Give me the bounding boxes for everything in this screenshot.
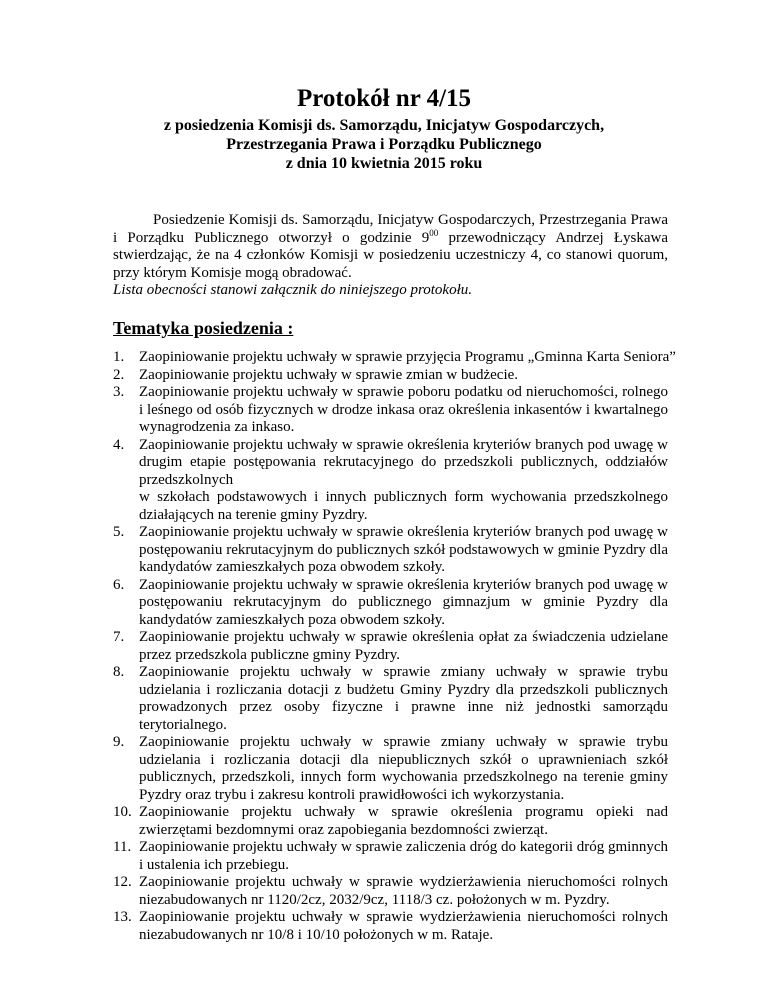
agenda-item-text: Zaopiniowanie projektu uchwały w sprawie zaliczenia dróg do kategorii dróg gminnych i ustalenia ich przebiegu. bbox=[139, 839, 668, 873]
agenda-item bbox=[113, 629, 668, 664]
document-title: Protokół nr 4/15 bbox=[296, 85, 472, 112]
agenda-item bbox=[113, 367, 668, 385]
agenda-heading: Tematyka posiedzenia : bbox=[113, 318, 294, 338]
agenda-item-text: Zaopiniowanie projektu uchwały w sprawie wydzierżawienia nieruchomości rolnych niezabudowanych nr 1120/2cz, 2032/9cz, 1118/3 cz. położonych w m. Pyzdry. bbox=[139, 874, 668, 908]
agenda-item-text: Zaopiniowanie projektu uchwały w sprawie zmiany uchwały w sprawie trybu udzielania i rozliczania dotacji dla niepublicznych szkół o uprawnieniach szkół publicznych, przedszkoli, innych form wychowania przedszkolnego na terenie gminy Pyzdry oraz trybu i zakresu kontroli prawidłowości ich wykorzystania. bbox=[139, 734, 668, 803]
agenda-item-text: Zaopiniowanie projektu uchwały w sprawie poboru podatku od nieruchomości, rolnego i leśnego od osób fizycznych w drodze inkasa oraz określenia inkasentów i kwartalnego wynagrodzenia za inkaso. bbox=[139, 384, 668, 435]
agenda-item-text: Zaopiniowanie projektu uchwały w sprawie określenia kryteriów branych pod uwagę w postępowaniu rekrutacyjnym do publicznego gimnazjum w gminie Pyzdry dla kandydatów zamieszkałych poza obwodem szkoły. bbox=[139, 576, 668, 628]
agenda-item bbox=[113, 577, 668, 630]
agenda-item bbox=[113, 524, 668, 577]
agenda-item-number: 13. bbox=[113, 909, 132, 925]
agenda-item bbox=[113, 804, 668, 839]
agenda-item-text: Zaopiniowanie projektu uchwały w sprawie określenia programu opieki nad zwierzętami bezdomnymi oraz zapobiegania bezdomności zwierząt. bbox=[139, 804, 668, 838]
intro-paragraph bbox=[113, 212, 668, 282]
agenda-item-text: Zaopiniowanie projektu uchwały w sprawie określenia kryteriów branych pod uwagę w postępowaniu rekrutacyjnym do publicznych szkół podstawowych w gminie Pyzdry dla kandydatów zamieszkałych poza obwodem szkoły. bbox=[139, 524, 668, 575]
agenda-item-text: Zaopiniowanie projektu uchwały w sprawie określenia kryteriów branych pod uwagę w drugim etapie postępowania rekrutacyjnego do przedszkoli publicznych, oddziałów przedszkolnych bbox=[139, 436, 668, 488]
agenda-item-number: 3. bbox=[113, 384, 125, 400]
intro-text-end: przewodniczący Andrzej Łyskawa stwierdzając, że na 4 członków Komisji w posiedzeniu uczestniczy 4, co stanowi quorum, przy którym Komisje mogą obradować. bbox=[113, 229, 668, 281]
agenda-list bbox=[113, 349, 676, 944]
agenda-item-number: 11. bbox=[113, 839, 132, 855]
agenda-item bbox=[113, 384, 668, 437]
agenda-item-number: 10. bbox=[113, 804, 132, 820]
agenda-item bbox=[113, 734, 668, 804]
agenda-item-text: Zaopiniowanie projektu uchwały w sprawie wydzierżawienia nieruchomości rolnych niezabudowanych nr 10/8 i 10/10 położonych w m. Rataje. bbox=[139, 909, 668, 943]
agenda-item bbox=[113, 909, 668, 944]
attendance-note: Lista obecności stanowi załącznik do niniejszego protokołu. bbox=[113, 282, 473, 298]
subtitle-line-1: z posiedzenia Komisji ds. Samorządu, Inicjatyw Gospodarczych, bbox=[163, 117, 605, 134]
agenda-item-number: 8. bbox=[113, 664, 125, 680]
intro-text-start: Posiedzenie Komisji ds. Samorządu, Inicjatyw Gospodarczych, Przestrzegania Prawa i Porządku Publicznego otworzył o godzinie 9 bbox=[113, 212, 668, 246]
agenda-item-number: 4. bbox=[113, 436, 125, 453]
time-minutes-superscript: 00 bbox=[429, 227, 439, 238]
agenda-item-number: 12. bbox=[113, 874, 132, 890]
subtitle-line-3: z dnia 10 kwietnia 2015 roku bbox=[285, 155, 483, 172]
agenda-item-text: Zaopiniowanie projektu uchwały w sprawie przyjęcia Programu „Gminna Karta Seniora” bbox=[139, 349, 676, 365]
subtitle-line-2: Przestrzegania Prawa i Porządku Publicznego bbox=[226, 136, 542, 153]
agenda-item-number: 7. bbox=[113, 629, 125, 645]
agenda-item-text: Zaopiniowanie projektu uchwały w sprawie zmian w budżecie. bbox=[139, 366, 519, 383]
agenda-item bbox=[113, 839, 668, 874]
agenda-item-text: Zaopiniowanie projektu uchwały w sprawie określenia opłat za świadczenia udzielane przez przedszkola publiczne gminy Pyzdry. bbox=[139, 629, 668, 663]
agenda-item bbox=[113, 664, 668, 734]
agenda-item-number: 9. bbox=[113, 734, 125, 750]
agenda-item-number: 2. bbox=[113, 366, 125, 383]
agenda-item bbox=[113, 437, 668, 525]
document-subtitle bbox=[0, 116, 768, 173]
agenda-item bbox=[113, 874, 668, 909]
agenda-item-text: Zaopiniowanie projektu uchwały w sprawie zmiany uchwały w sprawie trybu udzielania i rozliczania dotacji z budżetu Gminy Pyzdry dla przedszkoli publicznych prowadzonych przez osoby fizyczne i prawne inne niż jednostki samorządu terytorialnego. bbox=[139, 664, 668, 733]
agenda-item-text-continued: w szkołach podstawowych i innych publicznych form wychowania przedszkolnego działających na terenie gminy Pyzdry. bbox=[139, 489, 668, 523]
agenda-item-number: 1. bbox=[113, 349, 125, 365]
agenda-item-number: 5. bbox=[113, 524, 125, 540]
agenda-item bbox=[113, 349, 676, 367]
agenda-item-number: 6. bbox=[113, 576, 125, 593]
intro-section bbox=[113, 212, 668, 300]
